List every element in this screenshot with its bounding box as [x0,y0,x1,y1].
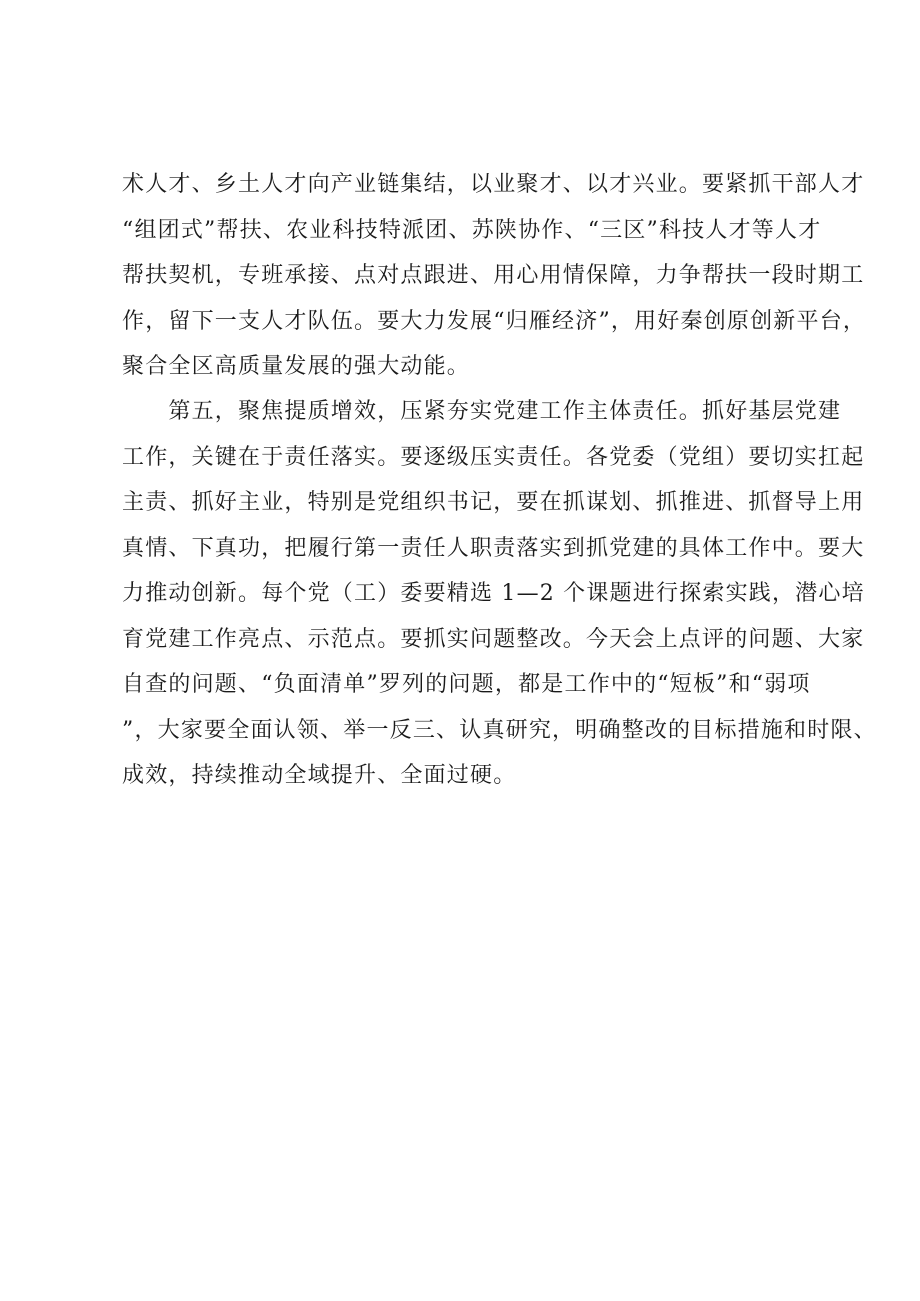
paragraph-line: 第五，聚焦提质增效，压紧夯实党建工作主体责任。抓好基层党建 [122,399,842,424]
paragraph-line: 主责、抓好主业，特别是党组织书记，要在抓谋划、抓推进、抓督导上用 [122,490,865,515]
paragraph-line: 帮扶契机，专班承接、点对点跟进、用心用情保障，力争帮扶一段时期工 [122,263,865,288]
paragraph-line: “组团式”帮扶、农业科技特派团、苏陕协作、“三区”科技人才等人才 [122,217,822,243]
paragraph-line: 作，留下一支人才队伍。要大力发展“归雁经济”，用好秦创原创新平台， [122,308,867,334]
paragraph-line: 工作，关键在于责任落实。要逐级压实责任。各党委（党组）要切实扛起 [122,444,865,470]
paragraph-line: 聚合全区高质量发展的强大动能。 [122,354,471,379]
paragraph-line: 力推动创新。每个党（工）委要精选 1—2 个课题进行探索实践，潜心培 [122,581,865,606]
paragraph-five [122,389,877,799]
paragraph-line: 自查的问题、“负面清单”罗列的问题，都是工作中的“短板”和“弱项 [122,672,811,697]
paragraph-continuation [122,162,867,390]
paragraph-line: 术人才、乡土人才向产业链集结，以业聚才、以才兴业。要紧抓干部人才 [122,172,865,197]
paragraph-line: ”，大家要全面认领、举一反三、认真研究，明确整改的目标措施和时限、 [122,717,877,743]
paragraph-line: 真情、下真功，把履行第一责任人职责落实到抓党建的具体工作中。要大 [122,535,865,561]
paragraph-line: 成效，持续推动全域提升、全面过硬。 [122,763,517,788]
paragraph-line: 育党建工作亮点、示范点。要抓实问题整改。今天会上点评的问题、大家 [122,626,865,652]
